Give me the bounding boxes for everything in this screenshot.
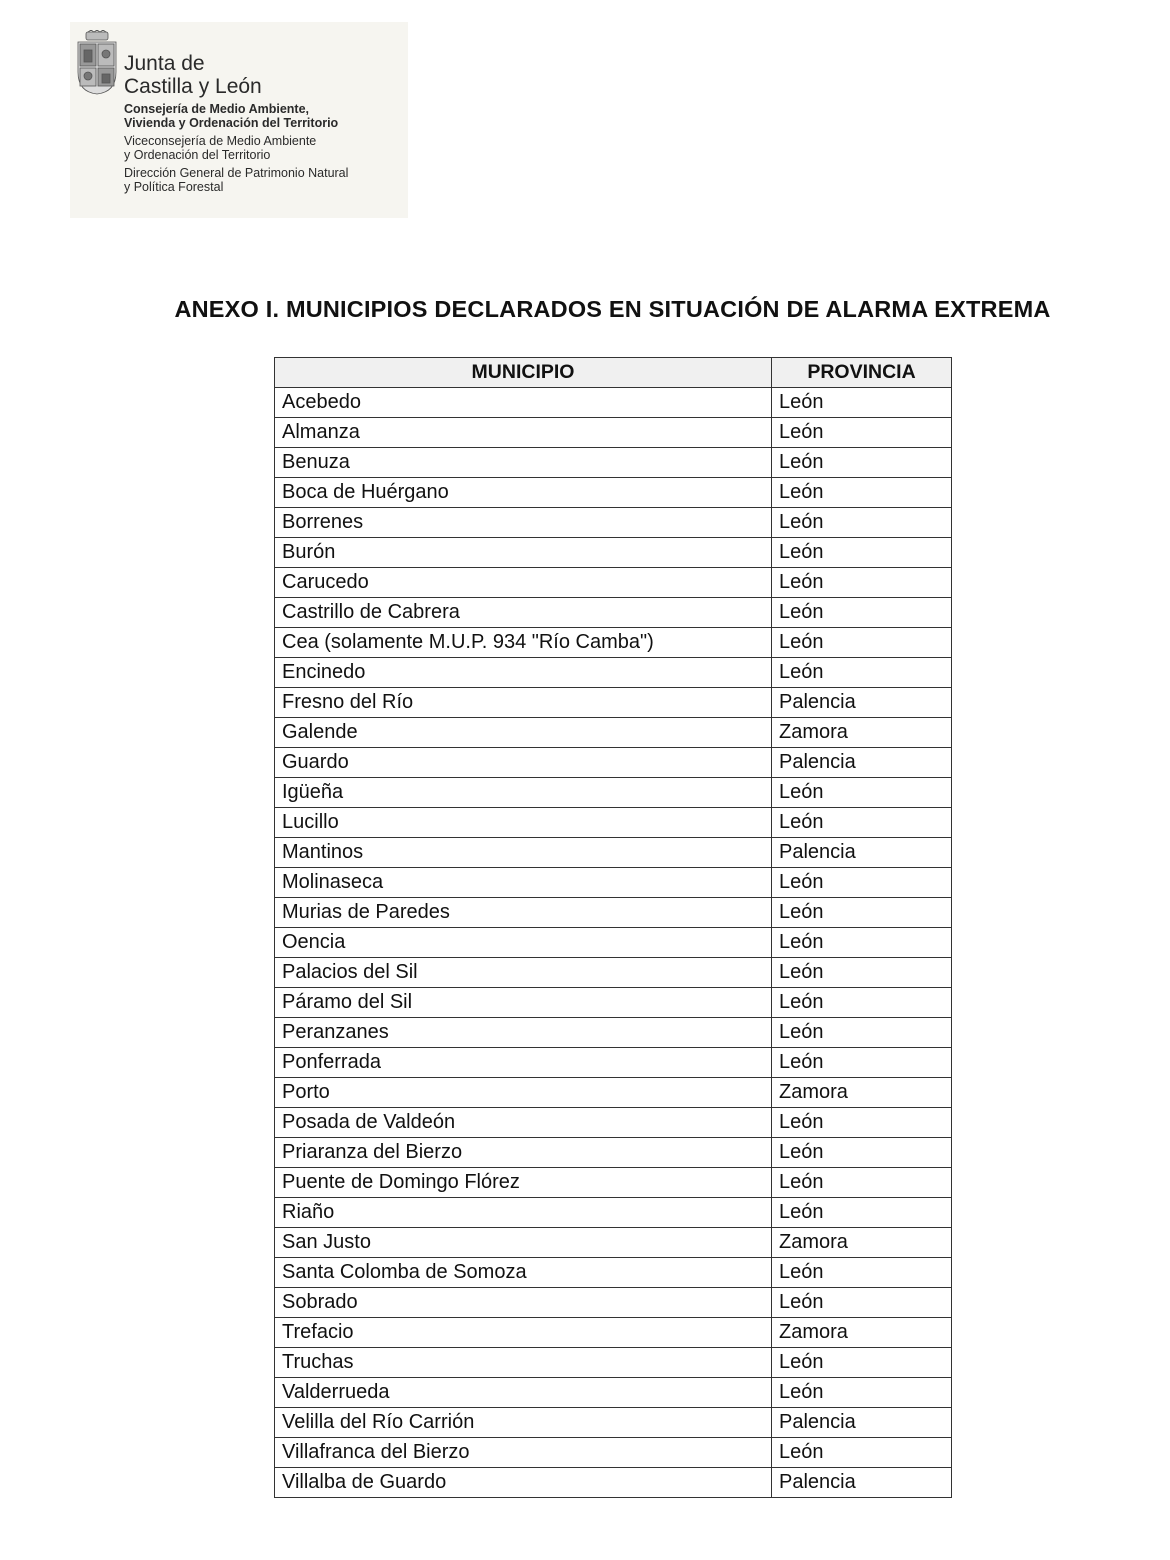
municipio-cell: Carucedo [275,568,772,598]
provincia-cell: León [772,508,952,538]
municipio-cell: Valderrueda [275,1378,772,1408]
provincia-cell: Zamora [772,1078,952,1108]
table-row [275,808,952,838]
provincia-cell: León [772,628,952,658]
table-row [275,1408,952,1438]
municipio-cell: Villafranca del Bierzo [275,1438,772,1468]
municipio-cell: Molinaseca [275,868,772,898]
provincia-cell: León [772,478,952,508]
table-row [275,388,952,418]
municipio-cell: Benuza [275,448,772,478]
provincia-cell: León [772,928,952,958]
table-row [275,1258,952,1288]
provincia-cell: León [772,1018,952,1048]
table-row [275,508,952,538]
provincia-cell: León [772,988,952,1018]
municipio-cell: Velilla del Río Carrión [275,1408,772,1438]
table-row [275,1138,952,1168]
table-header-row [275,358,952,388]
consejeria-line2: Vivienda y Ordenación del Territorio [124,116,339,130]
provincia-cell: Zamora [772,718,952,748]
provincia-cell: León [772,808,952,838]
provincia-cell: Palencia [772,748,952,778]
table-row [275,1168,952,1198]
org-name [124,52,262,98]
provincia-cell: León [772,388,952,418]
table-row [275,778,952,808]
municipio-cell: Fresno del Río [275,688,772,718]
provincia-cell: León [772,778,952,808]
municipio-cell: Sobrado [275,1288,772,1318]
provincia-cell: León [772,1198,952,1228]
municipio-cell: Encinedo [275,658,772,688]
org-name-line2: Castilla y León [124,75,262,98]
table-row [275,628,952,658]
table-row [275,718,952,748]
table-row [275,958,952,988]
municipio-cell: Boca de Huérgano [275,478,772,508]
viceconsejeria-line1: Viceconsejería de Medio Ambiente [124,134,317,148]
table-row [275,658,952,688]
table-row [275,1198,952,1228]
provincia-cell: Palencia [772,688,952,718]
direccion-line2: y Política Forestal [124,180,224,194]
column-header-municipio: MUNICIPIO [275,358,772,388]
provincia-cell: León [772,1168,952,1198]
provincia-cell: León [772,448,952,478]
table-row [275,1378,952,1408]
table-row [275,1018,952,1048]
provincia-cell: León [772,1108,952,1138]
provincia-cell: León [772,568,952,598]
org-departments [124,102,348,194]
provincia-cell: Palencia [772,838,952,868]
municipio-cell: Almanza [275,418,772,448]
provincia-cell: León [772,1138,952,1168]
municipio-cell: Galende [275,718,772,748]
table-row [275,568,952,598]
table-row [275,988,952,1018]
table-row [275,1228,952,1258]
provincia-cell: León [772,898,952,928]
table-row [275,598,952,628]
municipio-cell: Guardo [275,748,772,778]
table-row [275,868,952,898]
table-body [275,388,952,1498]
municipio-cell: Puente de Domingo Flórez [275,1168,772,1198]
table-row [275,898,952,928]
municipio-cell: Priaranza del Bierzo [275,1138,772,1168]
municipio-cell: Burón [275,538,772,568]
table-row [275,418,952,448]
municipio-cell: Cea (solamente M.U.P. 934 "Río Camba") [275,628,772,658]
municipio-cell: San Justo [275,1228,772,1258]
table-row [275,1078,952,1108]
table-row [275,748,952,778]
table-row [275,928,952,958]
municipio-cell: Borrenes [275,508,772,538]
provincia-cell: León [772,418,952,448]
provincia-cell: León [772,1348,952,1378]
table-row [275,1348,952,1378]
municipio-cell: Porto [275,1078,772,1108]
viceconsejeria-line2: y Ordenación del Territorio [124,148,271,162]
provincia-cell: León [772,1048,952,1078]
direccion-line1: Dirección General de Patrimonio Natural [124,166,349,180]
provincia-cell: Zamora [772,1318,952,1348]
municipio-cell: Ponferrada [275,1048,772,1078]
municipio-cell: Oencia [275,928,772,958]
municipio-cell: Riaño [275,1198,772,1228]
table-row [275,1438,952,1468]
provincia-cell: León [772,958,952,988]
municipio-cell: Murias de Paredes [275,898,772,928]
provincia-cell: León [772,1438,952,1468]
provincia-cell: León [772,1258,952,1288]
table-row [275,448,952,478]
column-header-provincia: PROVINCIA [772,358,952,388]
consejeria-line1: Consejería de Medio Ambiente, [124,102,309,116]
provincia-cell: León [772,538,952,568]
municipio-cell: Truchas [275,1348,772,1378]
municipio-cell: Castrillo de Cabrera [275,598,772,628]
municipio-cell: Santa Colomba de Somoza [275,1258,772,1288]
provincia-cell: Zamora [772,1228,952,1258]
table-row [275,1318,952,1348]
provincia-cell: León [772,658,952,688]
provincia-cell: León [772,868,952,898]
table-row [275,688,952,718]
municipio-cell: Peranzanes [275,1018,772,1048]
table-row [275,1048,952,1078]
municipio-cell: Acebedo [275,388,772,418]
provincia-cell: Palencia [772,1468,952,1498]
municipio-cell: Lucillo [275,808,772,838]
table-row [275,478,952,508]
municipio-cell: Villalba de Guardo [275,1468,772,1498]
provincia-cell: León [772,1378,952,1408]
municipio-cell: Mantinos [275,838,772,868]
table-row [275,838,952,868]
table-row [275,1108,952,1138]
provincia-cell: León [772,598,952,628]
municipio-cell: Palacios del Sil [275,958,772,988]
municipios-table [274,357,952,1498]
table-row [275,1288,952,1318]
document-title: ANEXO I. MUNICIPIOS DECLARADOS EN SITUACIÓN DE ALARMA EXTREMA [174,296,1051,322]
provincia-cell: León [772,1288,952,1318]
municipio-cell: Páramo del Sil [275,988,772,1018]
coat-of-arms-icon [76,30,118,96]
org-name-line1: Junta de [124,52,205,75]
municipio-cell: Trefacio [275,1318,772,1348]
provincia-cell: Palencia [772,1408,952,1438]
table-row [275,1468,952,1498]
municipio-cell: Posada de Valdeón [275,1108,772,1138]
table-row [275,538,952,568]
municipio-cell: Igüeña [275,778,772,808]
